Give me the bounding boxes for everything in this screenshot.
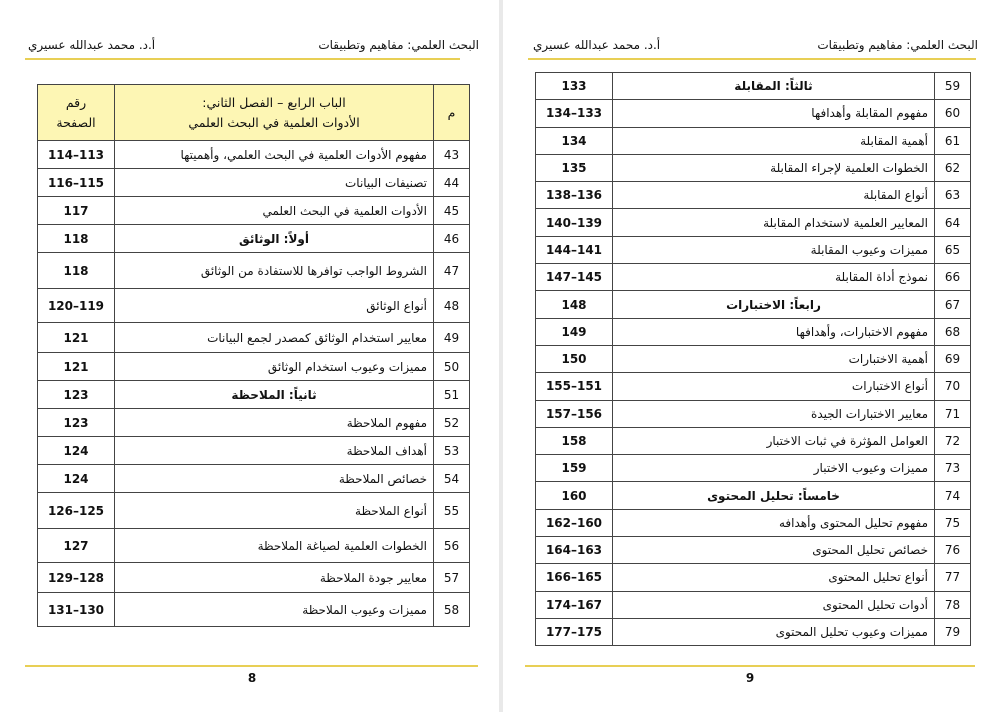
- toc-row: [38, 323, 470, 353]
- entry-title: مميزات وعيوب تحليل المحتوى: [613, 618, 935, 645]
- row-number: 77: [935, 564, 971, 591]
- entry-title: مفهوم الاختبارات، وأهدافها: [613, 318, 935, 345]
- entry-title: أنواع الوثائق: [115, 289, 434, 323]
- page-header-line-1: رقم: [65, 94, 87, 110]
- page-range: 148: [536, 291, 613, 318]
- row-number: 46: [434, 225, 470, 253]
- row-number: 48: [434, 289, 470, 323]
- toc-row: [38, 529, 470, 563]
- row-number: 49: [434, 323, 470, 353]
- toc-row: [536, 537, 971, 564]
- entry-title: المعايير العلمية لاستخدام المقابلة: [613, 209, 935, 236]
- header-author: أ.د. محمد عبدالله عسيري: [533, 38, 661, 52]
- entry-title: أهمية الاختبارات: [613, 345, 935, 372]
- page-range: 121: [38, 353, 115, 381]
- toc-row: [536, 291, 971, 318]
- entry-title: ثالثاً: المقابلة: [613, 73, 935, 100]
- row-number: 63: [935, 182, 971, 209]
- page-range: 123: [38, 381, 115, 409]
- toc-row: [536, 100, 971, 127]
- toc-row: [38, 381, 470, 409]
- row-number: 74: [935, 482, 971, 509]
- page-range: 117: [38, 197, 115, 225]
- row-number: 52: [434, 409, 470, 437]
- row-number: 50: [434, 353, 470, 381]
- row-number: 68: [935, 318, 971, 345]
- entry-title: معايير جودة الملاحظة: [115, 563, 434, 593]
- page-range: 149: [536, 318, 613, 345]
- page-range: 116–115: [38, 169, 115, 197]
- toc-row: [536, 373, 971, 400]
- toc-row: [38, 225, 470, 253]
- row-number: 76: [935, 537, 971, 564]
- chapter-line-1: الباب الرابع – الفصل الثاني:: [202, 94, 346, 110]
- header-rule: [25, 58, 460, 60]
- entry-title: أنواع الملاحظة: [115, 493, 434, 529]
- row-number: 56: [434, 529, 470, 563]
- page-range: 118: [38, 225, 115, 253]
- entry-title: أهداف الملاحظة: [115, 437, 434, 465]
- row-number: 79: [935, 618, 971, 645]
- page-header-line-2: الصفحة: [56, 114, 96, 130]
- page-range: 114–113: [38, 141, 115, 169]
- row-number: 73: [935, 455, 971, 482]
- col-header-chapter: [115, 85, 434, 141]
- entry-title: مميزات وعيوب استخدام الوثائق: [115, 353, 434, 381]
- entry-title: مفهوم الأدوات العلمية في البحث العلمي، وأهميتها: [115, 141, 434, 169]
- page-right: [503, 0, 1000, 712]
- page-range: 147–145: [536, 264, 613, 291]
- entry-title: خامساً: تحليل المحتوى: [613, 482, 935, 509]
- page-range: 174–167: [536, 591, 613, 618]
- row-number: 62: [935, 154, 971, 181]
- entry-title: الخطوات العلمية لصياغة الملاحظة: [115, 529, 434, 563]
- page-range: 124: [38, 465, 115, 493]
- page-range: 124: [38, 437, 115, 465]
- table-header-row: [38, 85, 470, 141]
- page-range: 155–151: [536, 373, 613, 400]
- row-number: 71: [935, 400, 971, 427]
- row-number: 72: [935, 427, 971, 454]
- toc-row: [536, 564, 971, 591]
- toc-row: [536, 345, 971, 372]
- page-range: 134: [536, 127, 613, 154]
- row-number: 60: [935, 100, 971, 127]
- toc-row: [536, 264, 971, 291]
- header-author: أ.د. محمد عبدالله عسيري: [28, 38, 156, 52]
- entry-title: الأدوات العلمية في البحث العلمي: [115, 197, 434, 225]
- row-number: 69: [935, 345, 971, 372]
- toc-row: [536, 236, 971, 263]
- toc-row: [536, 591, 971, 618]
- page-range: 177–175: [536, 618, 613, 645]
- toc-row: [38, 465, 470, 493]
- footer-rule: [25, 665, 478, 667]
- row-number: 47: [434, 253, 470, 289]
- entry-title: أدوات تحليل المحتوى: [613, 591, 935, 618]
- row-number: 75: [935, 509, 971, 536]
- toc-table-left: [37, 84, 470, 627]
- entry-title: أنواع الاختبارات: [613, 373, 935, 400]
- toc-row: [536, 182, 971, 209]
- row-number: 64: [935, 209, 971, 236]
- entry-title: أنواع تحليل المحتوى: [613, 564, 935, 591]
- toc-row: [38, 409, 470, 437]
- row-number: 65: [935, 236, 971, 263]
- entry-title: مفهوم المقابلة وأهدافها: [613, 100, 935, 127]
- toc-row: [38, 353, 470, 381]
- page-range: 166–165: [536, 564, 613, 591]
- entry-title: الخطوات العلمية لإجراء المقابلة: [613, 154, 935, 181]
- toc-row: [38, 141, 470, 169]
- entry-title: مميزات وعيوب المقابلة: [613, 236, 935, 263]
- toc-row: [536, 209, 971, 236]
- entry-title: تصنيفات البيانات: [115, 169, 434, 197]
- entry-title: مفهوم تحليل المحتوى وأهدافه: [613, 509, 935, 536]
- row-number: 61: [935, 127, 971, 154]
- entry-title: خصائص تحليل المحتوى: [613, 537, 935, 564]
- toc-row: [38, 493, 470, 529]
- page-range: 162–160: [536, 509, 613, 536]
- page-range: 164–163: [536, 537, 613, 564]
- entry-title: أولاً: الوثائق: [115, 225, 434, 253]
- toc-row: [38, 169, 470, 197]
- toc-row: [536, 455, 971, 482]
- entry-title: معايير الاختبارات الجيدة: [613, 400, 935, 427]
- toc-row: [536, 509, 971, 536]
- page-range: 144–141: [536, 236, 613, 263]
- row-number: 45: [434, 197, 470, 225]
- toc-row: [536, 318, 971, 345]
- toc-row: [536, 154, 971, 181]
- toc-row: [38, 289, 470, 323]
- row-number: 54: [434, 465, 470, 493]
- entry-title: مميزات وعيوب الملاحظة: [115, 593, 434, 627]
- row-number: 59: [935, 73, 971, 100]
- page-range: 138–136: [536, 182, 613, 209]
- row-number: 78: [935, 591, 971, 618]
- col-header-number: م: [434, 85, 470, 141]
- page-range: 131–130: [38, 593, 115, 627]
- row-number: 67: [935, 291, 971, 318]
- toc-row: [38, 593, 470, 627]
- page-range: 120–119: [38, 289, 115, 323]
- entry-title: العوامل المؤثرة في ثبات الاختبار: [613, 427, 935, 454]
- entry-title: نموذج أداة المقابلة: [613, 264, 935, 291]
- row-number: 70: [935, 373, 971, 400]
- page-range: 126–125: [38, 493, 115, 529]
- page-range: 118: [38, 253, 115, 289]
- toc-row: [536, 400, 971, 427]
- page-range: 127: [38, 529, 115, 563]
- entry-title: أنواع المقابلة: [613, 182, 935, 209]
- toc-row: [536, 73, 971, 100]
- row-number: 53: [434, 437, 470, 465]
- page-range: 129–128: [38, 563, 115, 593]
- page-range: 150: [536, 345, 613, 372]
- toc-row: [536, 618, 971, 645]
- page-left: [0, 0, 499, 712]
- header-rule: [528, 58, 976, 60]
- page-range: 140–139: [536, 209, 613, 236]
- entry-title: رابعاً: الاختبارات: [613, 291, 935, 318]
- row-number: 43: [434, 141, 470, 169]
- page-range: 121: [38, 323, 115, 353]
- toc-row: [38, 563, 470, 593]
- page-range: 123: [38, 409, 115, 437]
- page-range: 160: [536, 482, 613, 509]
- page-range: 159: [536, 455, 613, 482]
- header-book-title: البحث العلمي: مفاهيم وتطبيقات: [817, 38, 978, 52]
- toc-row: [38, 253, 470, 289]
- entry-title: أهمية المقابلة: [613, 127, 935, 154]
- toc-row: [536, 482, 971, 509]
- toc-table-right: [535, 72, 971, 646]
- row-number: 55: [434, 493, 470, 529]
- entry-title: مميزات وعيوب الاختبار: [613, 455, 935, 482]
- header-book-title: البحث العلمي: مفاهيم وتطبيقات: [318, 38, 479, 52]
- page-range: 157–156: [536, 400, 613, 427]
- toc-row: [38, 437, 470, 465]
- entry-title: خصائص الملاحظة: [115, 465, 434, 493]
- toc-row: [536, 427, 971, 454]
- row-number: 58: [434, 593, 470, 627]
- entry-title: معايير استخدام الوثائق كمصدر لجمع البيانات: [115, 323, 434, 353]
- page-range: 158: [536, 427, 613, 454]
- col-header-page: [38, 85, 115, 141]
- footer-rule: [525, 665, 975, 667]
- entry-title: الشروط الواجب توافرها للاستفادة من الوثائق: [115, 253, 434, 289]
- row-number: 51: [434, 381, 470, 409]
- entry-title: مفهوم الملاحظة: [115, 409, 434, 437]
- entry-title: ثانياً: الملاحظة: [115, 381, 434, 409]
- page-number: 9: [745, 671, 755, 685]
- chapter-line-2: الأدوات العلمية في البحث العلمي: [188, 114, 360, 130]
- page-number: 8: [247, 671, 257, 685]
- row-number: 57: [434, 563, 470, 593]
- toc-row: [536, 127, 971, 154]
- page-range: 134–133: [536, 100, 613, 127]
- row-number: 44: [434, 169, 470, 197]
- toc-row: [38, 197, 470, 225]
- page-range: 135: [536, 154, 613, 181]
- row-number: 66: [935, 264, 971, 291]
- page-range: 133: [536, 73, 613, 100]
